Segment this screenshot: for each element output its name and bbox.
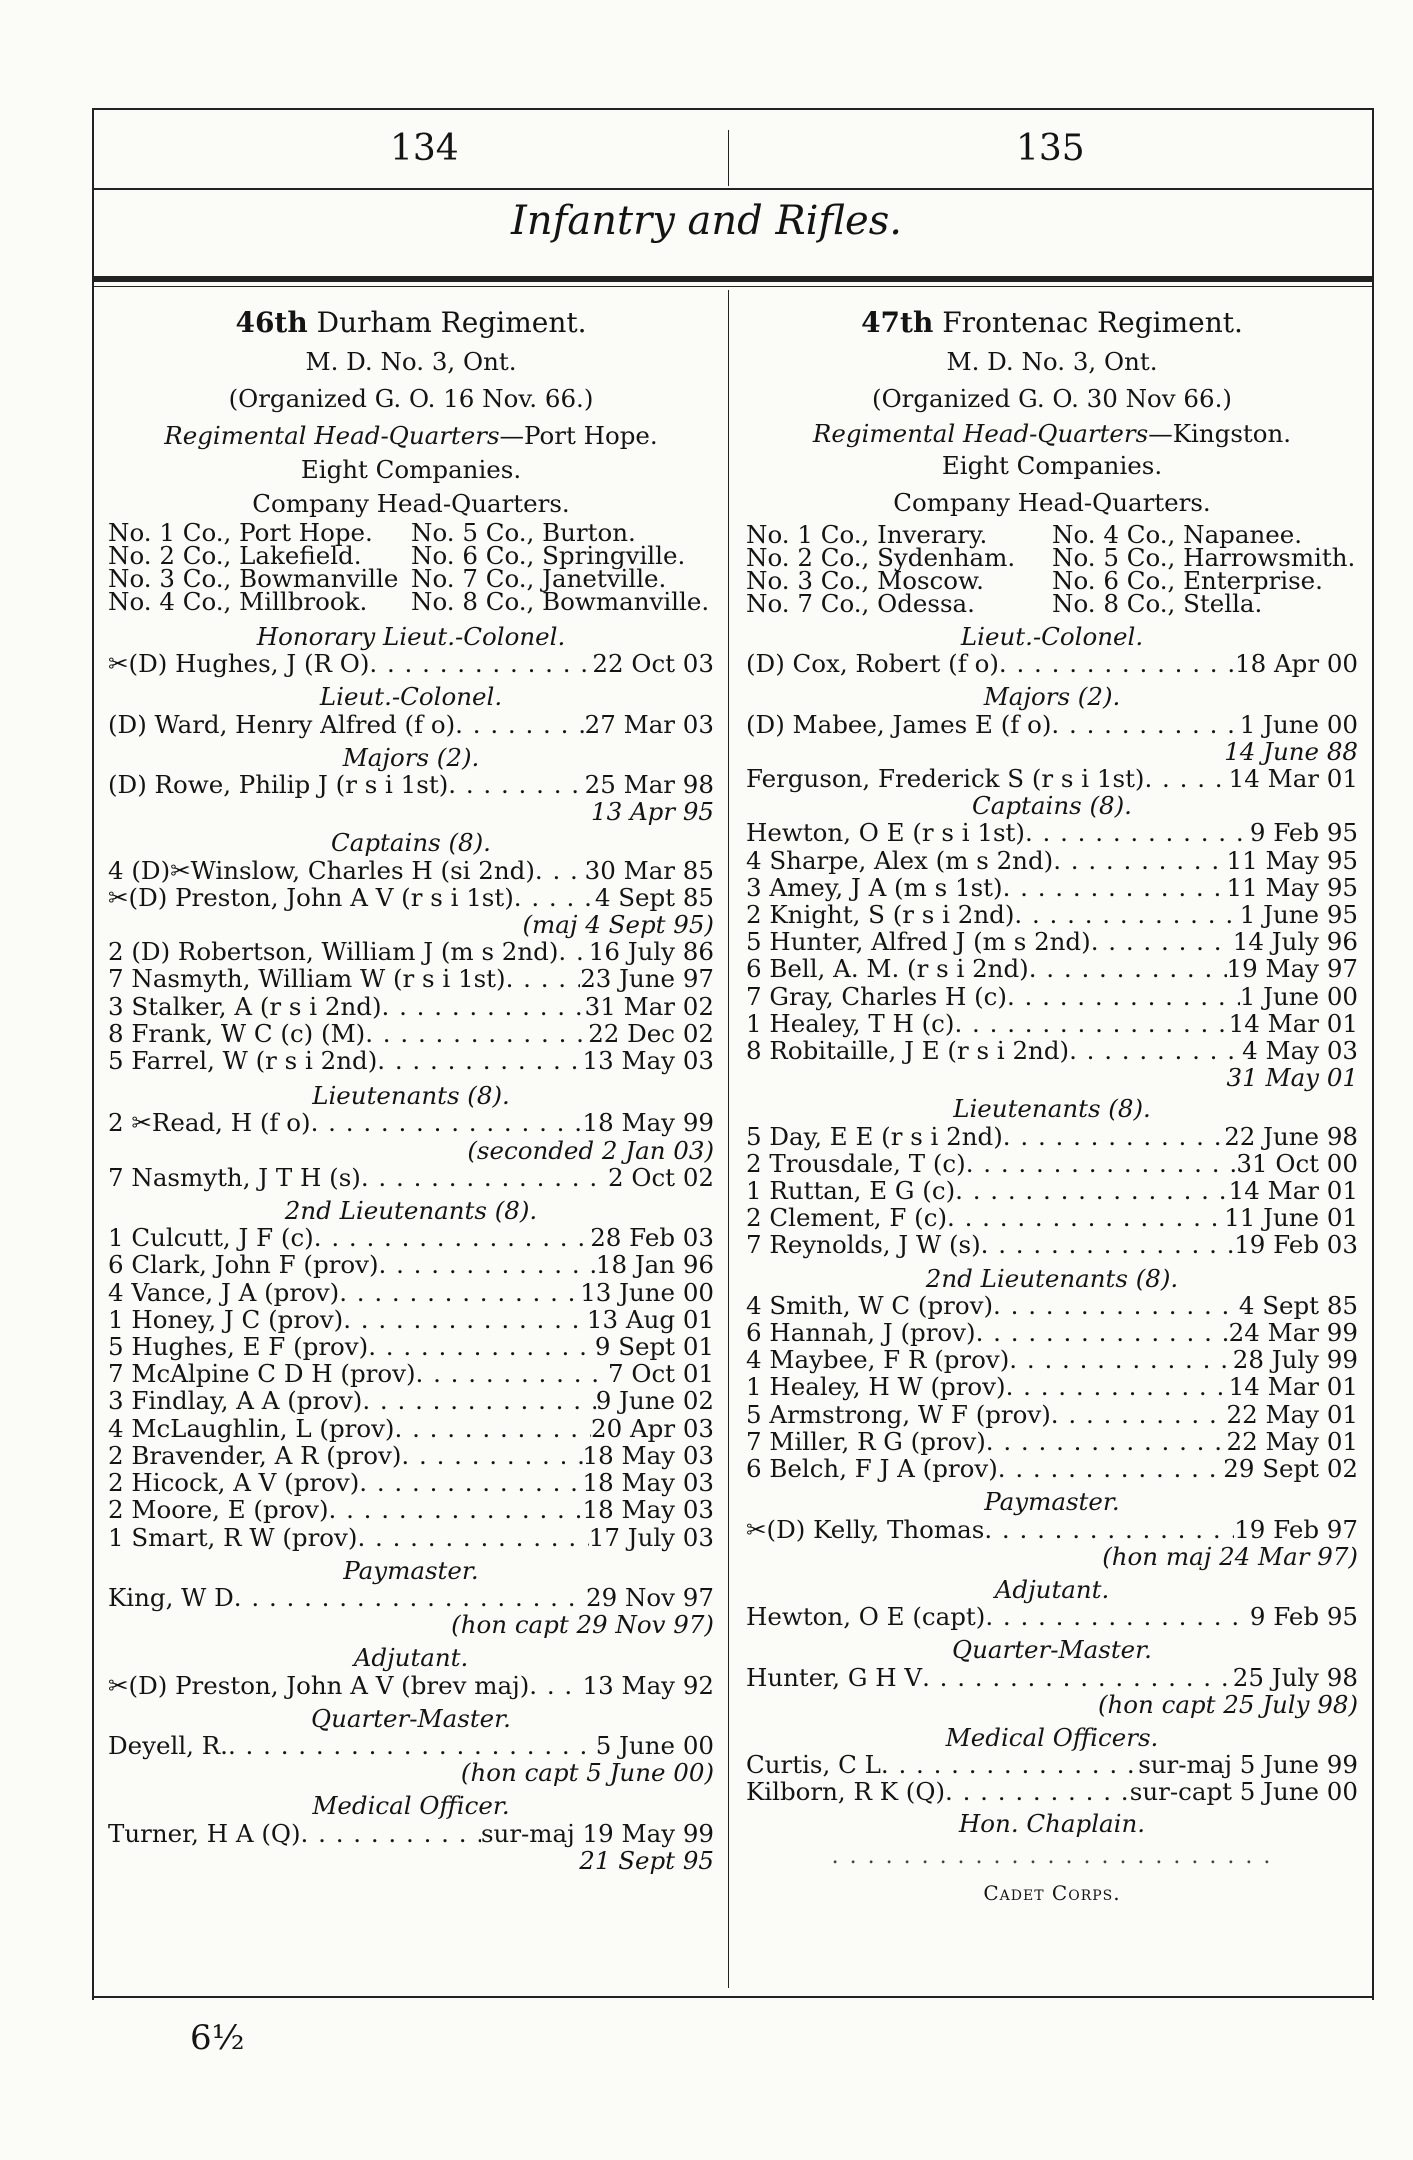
adjutant-row: Hewton, O E (capt) . . . 9 Feb 95 bbox=[746, 1603, 1358, 1630]
entry-note: (hon maj 24 Mar 97) bbox=[1102, 1541, 1358, 1571]
title-rule-thin bbox=[92, 286, 1374, 287]
entry-date: 11 May 95 bbox=[1226, 845, 1358, 875]
left-page-number: 134 bbox=[390, 128, 459, 169]
lieutenant-row bbox=[746, 1123, 1358, 1150]
lt-col-title: Lieut.-Colonel. bbox=[319, 682, 503, 712]
title-rule-thick bbox=[92, 276, 1374, 282]
leader-dots bbox=[228, 1732, 596, 1759]
captain-row bbox=[746, 928, 1358, 955]
leader-dots bbox=[993, 1292, 1239, 1319]
leader-dots bbox=[329, 1496, 583, 1523]
lt-col-row: (D) Ward, Henry Alfred (f o) . . . 27 Mar 03 bbox=[108, 711, 714, 738]
major-row bbox=[746, 711, 1358, 738]
entry-name: Deyell, R. bbox=[108, 1730, 228, 1760]
leader-dots bbox=[365, 1020, 588, 1047]
majors-title: Majors (2). bbox=[342, 742, 480, 772]
company-hq-item: No. 4 Co., Napanee. bbox=[1052, 520, 1303, 549]
company-hq-item: No. 7 Co., Janetville. bbox=[411, 564, 667, 593]
captain-row bbox=[108, 1020, 714, 1047]
entry-date: 9 June 02 bbox=[595, 1386, 714, 1416]
entry-name: 6 Bell, A. M. (r s i 2nd) bbox=[746, 954, 1029, 984]
entry-name: 2 Clement, F (c) bbox=[746, 1203, 948, 1233]
hq-label: Regimental Head-Quarters bbox=[164, 421, 500, 450]
company-hq-item: No. 2 Co., Sydenham. bbox=[746, 543, 1016, 572]
entry-date: 1 June 00 bbox=[1239, 981, 1358, 1011]
company-hq-item: No. 7 Co., Odessa. bbox=[746, 589, 975, 618]
entry-date: 13 Aug 01 bbox=[586, 1304, 714, 1334]
leader-dots bbox=[1051, 1401, 1227, 1428]
entry-date: 22 Dec 02 bbox=[588, 1018, 714, 1048]
entry-name: 1 Honey, J C (prov) bbox=[108, 1304, 344, 1334]
entry-date: 1 June 00 bbox=[1239, 709, 1358, 739]
leader-dots bbox=[1091, 928, 1233, 955]
entry-date: 18 May 03 bbox=[582, 1440, 714, 1470]
second-lieutenant-row bbox=[746, 1455, 1358, 1482]
entry-date: 25 Mar 98 bbox=[584, 770, 714, 800]
leader-dots bbox=[339, 1279, 580, 1306]
entry-date: 30 Mar 85 bbox=[584, 855, 714, 885]
company-hq-item: No. 1 Co., Inverary. bbox=[746, 520, 988, 549]
entry-name: 2 ✂Read, H (f o) bbox=[108, 1108, 311, 1138]
leader-dots bbox=[1144, 765, 1228, 792]
entry-name: 6 Belch, F J A (prov) bbox=[746, 1454, 998, 1484]
entry-name: 2 Trousdale, T (c) bbox=[746, 1148, 966, 1178]
entry-date: 18 Jan 96 bbox=[595, 1250, 714, 1280]
entry-date: 31 Mar 02 bbox=[584, 991, 714, 1021]
lieutenant-row bbox=[108, 1109, 714, 1136]
leader-dots bbox=[382, 993, 585, 1020]
entry-name: 1 Healey, H W (prov) bbox=[746, 1372, 1006, 1402]
captains-title: Captains (8). bbox=[331, 828, 491, 858]
leader-dots bbox=[1053, 847, 1226, 874]
entry-name: Curtis, C L bbox=[746, 1750, 881, 1780]
entry-date: sur-maj 5 June 99 bbox=[1138, 1750, 1358, 1780]
entry-date: 13 May 03 bbox=[582, 1046, 714, 1076]
entry-name: 5 Farrel, W (r s i 2nd) bbox=[108, 1046, 378, 1076]
entry-name: 4 Maybee, F R (prov) bbox=[746, 1345, 1010, 1375]
header-rule bbox=[92, 188, 1374, 190]
entry-date: 29 Sept 02 bbox=[1223, 1454, 1358, 1484]
entry-date: 18 May 03 bbox=[582, 1468, 714, 1498]
captain-row bbox=[108, 1047, 714, 1074]
entry-name: 1 Culcutt, J F (c) bbox=[108, 1223, 314, 1253]
signature-mark: 6½ bbox=[190, 2018, 245, 2058]
entry-date: 9 Sept 01 bbox=[594, 1332, 714, 1362]
entry-note: 21 Sept 95 bbox=[579, 1845, 714, 1875]
medical-officer-row bbox=[108, 1820, 714, 1847]
entry-name: 4 Vance, J A (prov) bbox=[108, 1277, 340, 1307]
entry-name: Hewton, O E (r s i 1st) bbox=[746, 818, 1025, 848]
leader-dots bbox=[368, 1333, 595, 1360]
captain-row bbox=[746, 847, 1358, 874]
entry-date: 31 Oct 00 bbox=[1236, 1148, 1358, 1178]
leader-dots bbox=[535, 857, 585, 884]
second-lieutenant-row bbox=[746, 1319, 1358, 1346]
column-divider bbox=[728, 290, 729, 1988]
entry-date: 7 Oct 01 bbox=[608, 1359, 714, 1389]
qm-title: Quarter-Master. bbox=[311, 1703, 511, 1733]
bottom-rule bbox=[92, 1996, 1374, 1998]
lieutenants-title: Lieutenants (8). bbox=[953, 1094, 1151, 1124]
leader-dots bbox=[954, 1010, 1228, 1037]
leader-dots bbox=[514, 884, 595, 911]
lt-col-row: (D) Cox, Robert (f o) . . . 18 Apr 00 bbox=[746, 650, 1358, 677]
entry-date: 23 June 97 bbox=[580, 964, 714, 994]
entry-name: 7 McAlpine C D H (prov) bbox=[108, 1359, 416, 1389]
hq-line bbox=[108, 419, 714, 453]
leader-dots bbox=[976, 1319, 1229, 1346]
entry-name: 4 Sharpe, Alex (m s 2nd) bbox=[746, 845, 1054, 875]
leader-dots bbox=[301, 1820, 481, 1847]
entry-date: 29 Nov 97 bbox=[586, 1582, 714, 1612]
hq-place: —Port Hope. bbox=[499, 421, 658, 450]
entry-name: 2 Bravender, A R (prov) bbox=[108, 1440, 402, 1470]
quartermaster-row bbox=[108, 1732, 714, 1759]
second-lieutenant-row bbox=[746, 1292, 1358, 1319]
entry-date: 19 May 97 bbox=[1226, 954, 1358, 984]
lieutenants-title: Lieutenants (8). bbox=[312, 1081, 510, 1111]
entry-date: 4 Sept 85 bbox=[1238, 1290, 1358, 1320]
leader-dots bbox=[945, 1778, 1130, 1805]
captain-row bbox=[108, 965, 714, 992]
entry-name: King, W D bbox=[108, 1582, 234, 1612]
lieutenant-row bbox=[746, 1150, 1358, 1177]
second-lieutenant-row bbox=[108, 1496, 714, 1523]
regiment-heading bbox=[108, 305, 714, 341]
entry-name: 2 Hicock, A V (prov) bbox=[108, 1468, 360, 1498]
leader-dots bbox=[986, 1428, 1227, 1455]
entry-name: 7 Nasmyth, William W (r s i 1st) bbox=[108, 964, 506, 994]
adjutant-row: ✂(D) Preston, John A V (brev maj) . . . 13 May 92 bbox=[108, 1672, 714, 1699]
second-lieutenant-row bbox=[108, 1469, 714, 1496]
entry-date: 11 May 95 bbox=[1226, 872, 1358, 902]
right-border bbox=[1372, 108, 1374, 2000]
entry-name: 1 Ruttan, E G (c) bbox=[746, 1176, 956, 1206]
leader-dots bbox=[448, 771, 584, 798]
leader-dots bbox=[955, 1177, 1229, 1204]
medical-officer-row bbox=[746, 1751, 1358, 1778]
leader-dots bbox=[881, 1751, 1138, 1778]
leader-dots bbox=[1006, 1373, 1229, 1400]
medical-title: Medical Officers. bbox=[945, 1722, 1159, 1752]
right-page-number: 135 bbox=[1016, 128, 1085, 169]
captain-row bbox=[746, 1037, 1358, 1064]
company-hq-item: No. 1 Co., Port Hope. bbox=[108, 518, 373, 547]
entry-date: sur-maj 19 May 99 bbox=[480, 1818, 714, 1848]
entry-name: 5 Day, E E (r s i 2nd) bbox=[746, 1121, 1003, 1151]
lieutenant-row bbox=[108, 1164, 714, 1191]
hon-lt-col-row: ✂(D) Hughes, J (R O) . . . 22 Oct 03 bbox=[108, 650, 714, 677]
entry-date: 1 June 95 bbox=[1239, 900, 1358, 930]
entry-name: 7 Gray, Charles H (c) bbox=[746, 981, 1007, 1011]
leader-dots bbox=[395, 1415, 591, 1442]
right-column bbox=[746, 305, 1358, 1907]
entry-date: 18 May 03 bbox=[582, 1495, 714, 1525]
captain-row bbox=[108, 938, 714, 965]
organized: (Organized G. O. 16 Nov. 66.) bbox=[228, 384, 594, 413]
organized: (Organized G. O. 30 Nov 66.) bbox=[872, 384, 1232, 413]
district: M. D. No. 3, Ont. bbox=[946, 347, 1158, 376]
leader-dots bbox=[311, 1109, 583, 1136]
company-hq-item: No. 3 Co., Bowmanville bbox=[108, 564, 399, 593]
entry-note: (seconded 2 Jan 03) bbox=[467, 1135, 714, 1165]
leader-dots bbox=[361, 1164, 608, 1191]
entry-name: 2 Moore, E (prov) bbox=[108, 1495, 329, 1525]
second-lieutenant-row bbox=[108, 1442, 714, 1469]
second-lieutenant-row bbox=[108, 1251, 714, 1278]
entry-date: 18 May 99 bbox=[582, 1108, 714, 1138]
entry-name: 7 Miller, R G (prov) bbox=[746, 1426, 986, 1456]
entry-name: Ferguson, Frederick S (r s i 1st) bbox=[746, 764, 1145, 794]
entry-name: 2 (D) Robertson, William J (m s 2nd) bbox=[108, 937, 559, 967]
second-lts-title: 2nd Lieutenants (8). bbox=[284, 1196, 538, 1226]
leader-dots bbox=[1003, 1123, 1224, 1150]
entry-date: 4 May 03 bbox=[1242, 1036, 1358, 1066]
captain-row bbox=[108, 993, 714, 1020]
hon-lt-col-title: Honorary Lieut.-Colonel. bbox=[256, 622, 566, 651]
company-hq-item: No. 2 Co., Lakefield. bbox=[108, 541, 362, 570]
hq-line bbox=[746, 419, 1358, 449]
top-rule bbox=[92, 108, 1374, 110]
second-lts-title: 2nd Lieutenants (8). bbox=[925, 1263, 1179, 1293]
captain-row bbox=[746, 901, 1358, 928]
companies: Eight Companies. bbox=[941, 451, 1163, 480]
entry-date: 5 June 00 bbox=[595, 1730, 714, 1760]
lieutenant-row bbox=[746, 1231, 1358, 1258]
entry-note: 13 Apr 95 bbox=[590, 797, 714, 827]
entry-date: 14 Mar 01 bbox=[1228, 1176, 1358, 1206]
second-lieutenant-row bbox=[746, 1401, 1358, 1428]
entry-date: 25 July 98 bbox=[1232, 1662, 1358, 1692]
co-hq-title: Company Head-Quarters. bbox=[252, 489, 570, 518]
leader-dots bbox=[314, 1224, 590, 1251]
entry-name: 1 Healey, T H (c) bbox=[746, 1008, 955, 1038]
entry-name: 4 (D)✂Winslow, Charles H (si 2nd) bbox=[108, 855, 535, 885]
entry-name: 5 Hughes, E F (prov) bbox=[108, 1332, 369, 1362]
leader-dots bbox=[359, 1469, 582, 1496]
regiment-name: Frontenac Regiment. bbox=[942, 306, 1243, 339]
leader-dots bbox=[377, 1047, 582, 1074]
second-lieutenant-row bbox=[108, 1279, 714, 1306]
leader-dots bbox=[947, 1204, 1224, 1231]
leader-dots bbox=[401, 1442, 582, 1469]
captain-row bbox=[746, 955, 1358, 982]
entry-name: 3 Stalker, A (r s i 2nd) bbox=[108, 991, 382, 1021]
hq-place: —Kingston. bbox=[1148, 419, 1292, 448]
co-hq-title: Company Head-Quarters. bbox=[893, 488, 1211, 517]
majors-title: Majors (2). bbox=[983, 682, 1121, 712]
medical-title: Medical Officer. bbox=[312, 1791, 510, 1821]
second-lieutenant-row bbox=[108, 1306, 714, 1333]
entry-name: 4 Smith, W C (prov) bbox=[746, 1290, 994, 1320]
entry-date: 16 July 86 bbox=[588, 937, 714, 967]
entry-date: 14 Mar 01 bbox=[1228, 1008, 1358, 1038]
company-hq-item: No. 5 Co., Burton. bbox=[411, 518, 636, 547]
entry-name: 4 McLaughlin, L (prov) bbox=[108, 1413, 395, 1443]
leader-dots bbox=[922, 1664, 1233, 1691]
leader-dots bbox=[343, 1306, 587, 1333]
entry-date: 2 Oct 02 bbox=[608, 1162, 714, 1192]
entry-note: (hon capt 25 July 98) bbox=[1097, 1689, 1358, 1719]
captain-row bbox=[746, 983, 1358, 1010]
company-hq-item: No. 6 Co., Enterprise. bbox=[1052, 566, 1323, 595]
regiment-number: 47th bbox=[861, 306, 934, 339]
lieutenant-row bbox=[746, 1204, 1358, 1231]
entry-name: ✂(D) Preston, John A V (r s i 1st) bbox=[108, 882, 514, 912]
company-hq-item: No. 3 Co., Moscow. bbox=[746, 566, 984, 595]
leader-dots bbox=[1029, 955, 1227, 982]
quartermaster-row bbox=[746, 1664, 1358, 1691]
leader-dots bbox=[1051, 711, 1239, 738]
captain-row bbox=[108, 857, 714, 884]
entry-name: 1 Smart, R W (prov) bbox=[108, 1522, 358, 1552]
entry-name: 3 Amey, J A (m s 1st) bbox=[746, 872, 1003, 902]
captain-row bbox=[746, 1010, 1358, 1037]
leader-dots bbox=[1069, 1037, 1242, 1064]
entry-name: 6 Clark, John F (prov) bbox=[108, 1250, 379, 1280]
medical-officer-row bbox=[746, 1778, 1358, 1805]
leader-dots bbox=[558, 938, 588, 965]
entry-date: 13 June 00 bbox=[580, 1277, 714, 1307]
company-hq-item: No. 5 Co., Harrowsmith. bbox=[1052, 543, 1356, 572]
entry-date: 17 July 03 bbox=[588, 1522, 714, 1552]
leader-dots bbox=[1003, 874, 1227, 901]
second-lieutenant-row bbox=[108, 1415, 714, 1442]
chaplain-title: Hon. Chaplain. bbox=[958, 1808, 1146, 1838]
left-border bbox=[92, 108, 94, 2000]
entry-name: Kilborn, R K (Q) bbox=[746, 1777, 946, 1807]
adjutant-title: Adjutant. bbox=[994, 1574, 1110, 1604]
leader-dots bbox=[984, 1516, 1234, 1543]
entry-name: ✂(D) Kelly, Thomas bbox=[746, 1514, 985, 1544]
cadet-corps: Cadet Corps. bbox=[983, 1880, 1121, 1905]
leader-dots bbox=[416, 1360, 608, 1387]
entry-date: 20 Apr 03 bbox=[590, 1413, 714, 1443]
leader-dots bbox=[379, 1251, 596, 1278]
lt-col-title: Lieut.-Colonel. bbox=[960, 622, 1144, 651]
hq-label: Regimental Head-Quarters bbox=[812, 419, 1149, 448]
entry-date: 22 June 98 bbox=[1224, 1121, 1358, 1151]
captain-row bbox=[108, 884, 714, 911]
entry-date: 22 May 01 bbox=[1226, 1399, 1358, 1429]
entry-date: 14 Mar 01 bbox=[1228, 1372, 1358, 1402]
entry-name: 8 Robitaille, J E (r s i 2nd) bbox=[746, 1036, 1070, 1066]
leader-dots bbox=[966, 1150, 1237, 1177]
entry-date: 19 Feb 03 bbox=[1234, 1230, 1358, 1260]
leader-dots bbox=[1007, 983, 1240, 1010]
left-column bbox=[108, 305, 714, 1874]
lieutenant-row bbox=[746, 1177, 1358, 1204]
page-title: Infantry and Rifles. bbox=[511, 198, 902, 244]
company-hq-item: No. 8 Co., Stella. bbox=[1052, 589, 1263, 618]
entry-name: 2 Knight, S (r s i 2nd) bbox=[746, 900, 1015, 930]
second-lieutenant-row bbox=[746, 1346, 1358, 1373]
captain-row bbox=[746, 874, 1358, 901]
entry-name: 3 Findlay, A A (prov) bbox=[108, 1386, 363, 1416]
entry-name: 7 Nasmyth, J T H (s) bbox=[108, 1162, 361, 1192]
entry-date: 28 Feb 03 bbox=[590, 1223, 714, 1253]
entry-date: 14 July 96 bbox=[1232, 927, 1358, 957]
entry-name: 7 Reynolds, J W (s) bbox=[746, 1230, 981, 1260]
entry-name: Hunter, G H V bbox=[746, 1662, 923, 1692]
companies: Eight Companies. bbox=[300, 455, 522, 484]
company-hq-item: No. 8 Co., Bowmanville. bbox=[411, 587, 710, 616]
entry-name: (D) Mabee, James E (f o) bbox=[746, 709, 1052, 739]
entry-note: 31 May 01 bbox=[1226, 1063, 1358, 1093]
second-lieutenant-row bbox=[746, 1428, 1358, 1455]
entry-date: 4 Sept 85 bbox=[594, 882, 714, 912]
entry-date: 11 June 01 bbox=[1224, 1203, 1358, 1233]
entry-note: (hon capt 5 June 00) bbox=[460, 1758, 714, 1788]
regiment-number: 46th bbox=[235, 306, 308, 339]
entry-note: (maj 4 Sept 95) bbox=[522, 910, 714, 940]
second-lieutenant-row bbox=[108, 1333, 714, 1360]
captain-row bbox=[746, 819, 1358, 846]
entry-date: 28 July 99 bbox=[1232, 1345, 1358, 1375]
major-row bbox=[108, 771, 714, 798]
leader-dots bbox=[234, 1584, 586, 1611]
second-lieutenant-row bbox=[108, 1387, 714, 1414]
paymaster-row bbox=[108, 1584, 714, 1611]
leader-dots bbox=[357, 1524, 588, 1551]
entry-date: 19 Feb 97 bbox=[1234, 1514, 1358, 1544]
entry-name: 8 Frank, W C (c) (M) bbox=[108, 1018, 366, 1048]
regiment-name: Durham Regiment. bbox=[316, 306, 587, 339]
second-lieutenant-row bbox=[108, 1524, 714, 1551]
leader-dots bbox=[362, 1387, 595, 1414]
co-hq-grid bbox=[746, 520, 1358, 618]
regiment-heading bbox=[746, 305, 1358, 341]
leader-dots bbox=[1014, 901, 1239, 928]
leader-dots bbox=[981, 1231, 1235, 1258]
leader-dots bbox=[506, 965, 581, 992]
entry-name: (D) Rowe, Philip J (r s i 1st) bbox=[108, 770, 449, 800]
major-row bbox=[746, 765, 1358, 792]
entry-date: 9 Feb 95 bbox=[1249, 818, 1358, 848]
second-lieutenant-row bbox=[108, 1360, 714, 1387]
entry-name: 5 Armstrong, W F (prov) bbox=[746, 1399, 1051, 1429]
chaplain-dots: . . . . . . . . . . . . . . . . . . . . . . . . . bbox=[831, 1843, 1273, 1869]
paymaster-title: Paymaster. bbox=[984, 1487, 1120, 1517]
leader-dots bbox=[1009, 1346, 1232, 1373]
leader-dots bbox=[998, 1455, 1223, 1482]
entry-date: 24 Mar 99 bbox=[1228, 1318, 1358, 1348]
paymaster-title: Paymaster. bbox=[343, 1555, 479, 1585]
adjutant-title: Adjutant. bbox=[353, 1643, 469, 1673]
district: M. D. No. 3, Ont. bbox=[305, 347, 517, 376]
paymaster-row bbox=[746, 1516, 1358, 1543]
entry-note: 14 June 88 bbox=[1224, 736, 1358, 766]
entry-name: Turner, H A (Q) bbox=[108, 1818, 301, 1848]
second-lieutenant-row bbox=[108, 1224, 714, 1251]
company-hq-item: No. 4 Co., Millbrook. bbox=[108, 587, 368, 616]
second-lieutenant-row bbox=[746, 1373, 1358, 1400]
entry-date: sur-capt 5 June 00 bbox=[1129, 1777, 1358, 1807]
qm-title: Quarter-Master. bbox=[952, 1635, 1152, 1665]
co-hq-grid bbox=[108, 518, 714, 616]
entry-date: 22 May 01 bbox=[1226, 1426, 1358, 1456]
captains-title: Captains (8). bbox=[972, 791, 1132, 821]
page-number-divider bbox=[728, 130, 729, 186]
entry-name: 5 Hunter, Alfred J (m s 2nd) bbox=[746, 927, 1091, 957]
entry-date: 14 Mar 01 bbox=[1228, 764, 1358, 794]
entry-note: (hon capt 29 Nov 97) bbox=[451, 1610, 714, 1640]
company-hq-item: No. 6 Co., Springville. bbox=[411, 541, 686, 570]
entry-name: 6 Hannah, J (prov) bbox=[746, 1318, 976, 1348]
leader-dots bbox=[1025, 819, 1250, 846]
